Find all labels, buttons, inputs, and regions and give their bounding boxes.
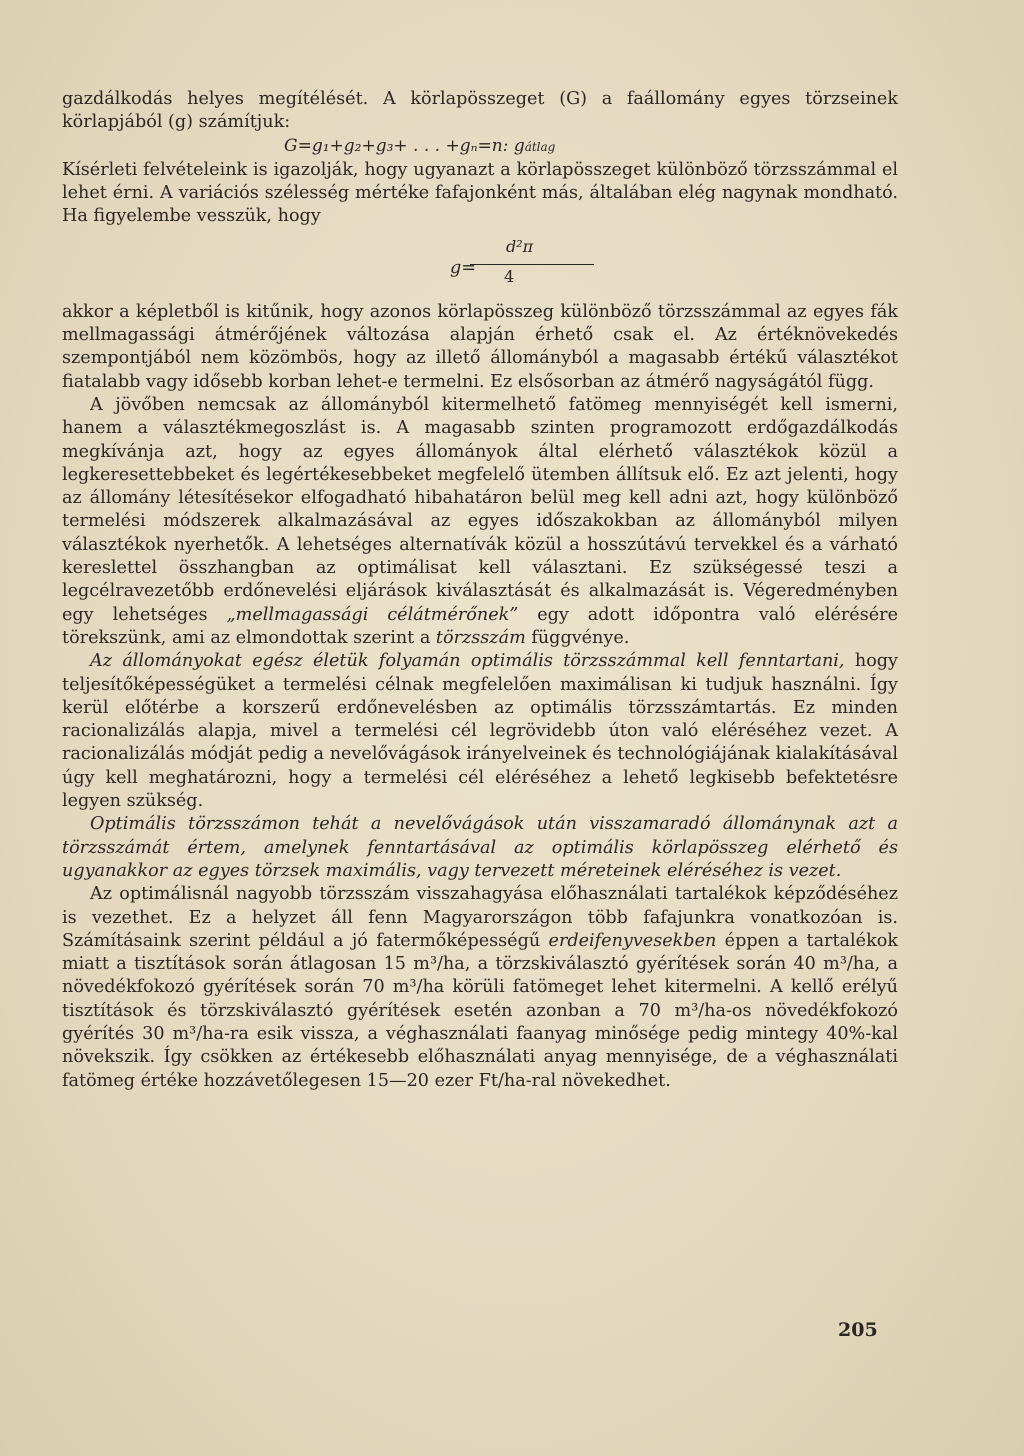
paragraph-1: gazdálkodás helyes megítélését. A körlapösszeget (G) a faállomány egyes törzseinek körlapjából (g) számítjuk: [62,89,898,133]
body-text [62,88,898,1093]
paragraph-5-italic: Az állományokat egész életük folyamán optimális törzsszámmal kell fenntartani, [90,651,845,672]
paragraph-4-italic-2: törzsszám [435,627,526,648]
page-number: 205 [838,1319,878,1341]
formula-numerator: d²π [506,236,534,256]
paragraph-4-text-a: A jövőben nemcsak az állományból kitermelhető fatömeg mennyiségét kell ismerni, hanem a választékmegoszlást is. A magasabb szinten programozott erdőgazdálkodás megkívánja azt, hogy az egyes állományok által elérhető választékok közül a legkeresettebbeket és legértékesebbeket megfelelő ütemben állítsuk elő. Ez azt jelenti, hogy az állomány létesítésekor elfogadható hibahatáron belül meg kell adni azt, hogy különböző termelési módszerek alkalmazásával az egyes időszakokban az állományból milyen választékok nyerhetők. A lehetséges alternatívák közül a hosszútávú tervekkel és a várható kereslettel összhangban az optimálisat kell választani. Ez szükségessé teszi a legcélravezetőbb erdőnevelési eljárások kiválasztását és alkalmazását is. Végeredményben egy lehetséges [62,394,898,625]
paragraph-7 [62,883,898,1093]
formula-basal-area-main: G=g₁+g₂+g₃+ . . . +gₙ=n: g [284,135,525,156]
formula-basal-area [62,135,898,159]
fraction-bar [470,264,594,265]
formula-basal-area-subscript: átlag [524,139,556,154]
formula-lhs: g= [450,257,477,278]
paragraph-2: Kísérleti felvételeink is igazolják, hogy ugyanazt a körlapösszeget különböző törzsszámmal el lehet érni. A variációs szélesség mértéke fafajonként más, általában elég nagynak mondható. Ha figyelembe vesszük, hogy [62,159,898,227]
paragraph-3: akkor a képletből is kitűnik, hogy azonos körlapösszeg különböző törzsszámmal az egyes fák mellmagassági átmérőjének változása alapján érhető csak el. Az értéknövekedés szempontjából nem közömbös, hogy az illető állományból a magasabb értékű választékot fiatalabb vagy idősebb korban lehet-e termelni. Ez elsősorban az átmérő nagyságától függ. [62,301,898,392]
paragraph-6-definition: Optimális törzsszámon tehát a nevelővágások után visszamaradó állománynak azt a törzsszámát értem, amelynek fenntartásával az optimális körlapösszeg elérhető és ugyanakkor az egyes törzsek maximális, vagy tervezett méreteinek eléréséhez is vezet. [62,814,898,881]
paragraph-4 [62,394,898,650]
paragraph-5-text: hogy teljesítőképességüket a termelési célnak megfelelően maximálisan ki tudjuk használni. Így kerül előtérbe a korszerű erdőnevelésben az optimális törzsszámtartás. Ez minden racionalizálás alapja, mivel a termelési cél legrövidebb úton való eléréséhez vezet. A racionalizálás módját pedig a nevelővágások irányelveinek és technológiájának kialakításával úgy kell meghatározni, hogy a termelési cél eléréséhez a lehető legkisebb befektetésre legyen szükség. [62,651,899,812]
paragraph-4-text-b: egy adott időpontra való elérésére törekszünk, ami az elmondottak szerint a [62,604,898,648]
formula-denominator: 4 [504,266,515,286]
paragraph-4-text-c: függvénye. [525,627,630,648]
paragraph-7-text-a: Az optimálisnál nagyobb törzsszám visszahagyása előhasználati tartalékok képződéséhez is vezethet. Ez a helyzet áll fenn Magyarországon több fafajunkra vonatkozóan is. Számításaink szerint például a jó fatermőképességű [62,884,898,951]
paragraph-4-italic-1: „mellmagassági célátmérőnek” [226,604,519,625]
formula-circle-area [62,233,898,295]
paragraph-7-text-b: éppen a tartalékok miatt a tisztítások során átlagosan 15 m³/ha, a törzskiválasztó gyérítések során 40 m³/ha, a növedékfokozó gyérítések során 70 m³/ha körüli fatömeget lehet kitermelni. A kellő erélyű tisztítások és törzskiválasztó gyérítések esetén azonban a 70 m³/ha-os növedékfokozó gyérítés 30 m³/ha-ra esik vissza, a véghasználati faanyag minősége pedig mintegy 40%-kal növekszik. Így csökken az értékesebb előhasználati anyag mennyisége, de a véghasználati fatömeg értéke hozzávetőlegesen 15—20 ezer Ft/ha-ral növekedhet. [62,930,898,1091]
paragraph-7-italic: erdeifenyvesekben [548,930,717,951]
paragraph-5 [62,650,898,813]
